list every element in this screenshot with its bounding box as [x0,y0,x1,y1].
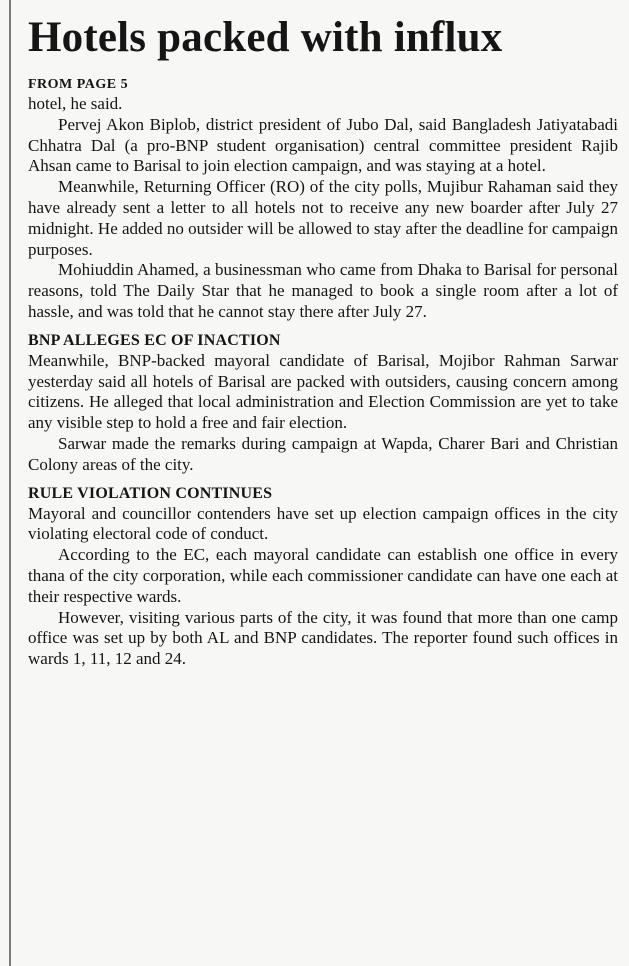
article-section-intro [28,94,618,323]
continuation-kicker: FROM PAGE 5 [28,77,129,92]
headline: Hotels packed with influx [28,14,503,61]
paragraph: Mohiuddin Ahamed, a businessman who came from Dhaka to Barisal for personal reasons, told The Daily Star that he managed to book a single room after a lot of hassle, and was told that he cannot stay there after July 27. [28,260,618,321]
paragraph: Mayoral and councillor contenders have set up election campaign offices in the city violating electoral code of conduct. [28,503,618,544]
news-article [28,8,618,670]
subhead-rule-violation: RULE VIOLATION CONTINUES [28,484,273,502]
subhead-bnp-alleges: BNP ALLEGES EC OF INACTION [28,331,281,349]
paragraph: However, visiting various parts of the city, it was found that more than one camp office was set up by both AL and BNP candidates. The reporter found such offices in wards 1, 11, 12 and 24. [28,607,618,669]
paragraph: According to the EC, each mayoral candidate can establish one office in every thana of the city corporation, while each commissioner candidate can have one each at their respective wards. [28,545,618,606]
paragraph: Pervej Akon Biplob, district president of Jubo Dal, said Bangladesh Jatiyatabadi Chhatra Dal (a pro-BNP student organisation) central committee president Rajib Ahsan came to Barisal to join election campaign, and was staying at a hotel. [28,114,618,176]
paragraph: Meanwhile, Returning Officer (RO) of the city polls, Mujibur Rahaman said they have already sent a letter to all hotels not to receive any new boarder after July 27 midnight. He added no outsider will be allowed to stay after the deadline for campaign purposes. [28,177,618,259]
column-rule [9,0,11,966]
article-section-rule-violation [28,504,618,670]
paragraph: Sarwar made the remarks during campaign at Wapda, Charer Bari and Christian Colony areas of the city. [28,433,618,474]
paragraph: Meanwhile, BNP-backed mayoral candidate of Barisal, Mojibor Rahman Sarwar yesterday said all hotels of Barisal are packed with outsiders, causing concern among citizens. He alleged that local administration and Election Commission are yet to take any visible step to hold a free and fair election. [28,350,618,433]
article-section-bnp [28,351,618,476]
paragraph: hotel, he said. [28,94,123,113]
